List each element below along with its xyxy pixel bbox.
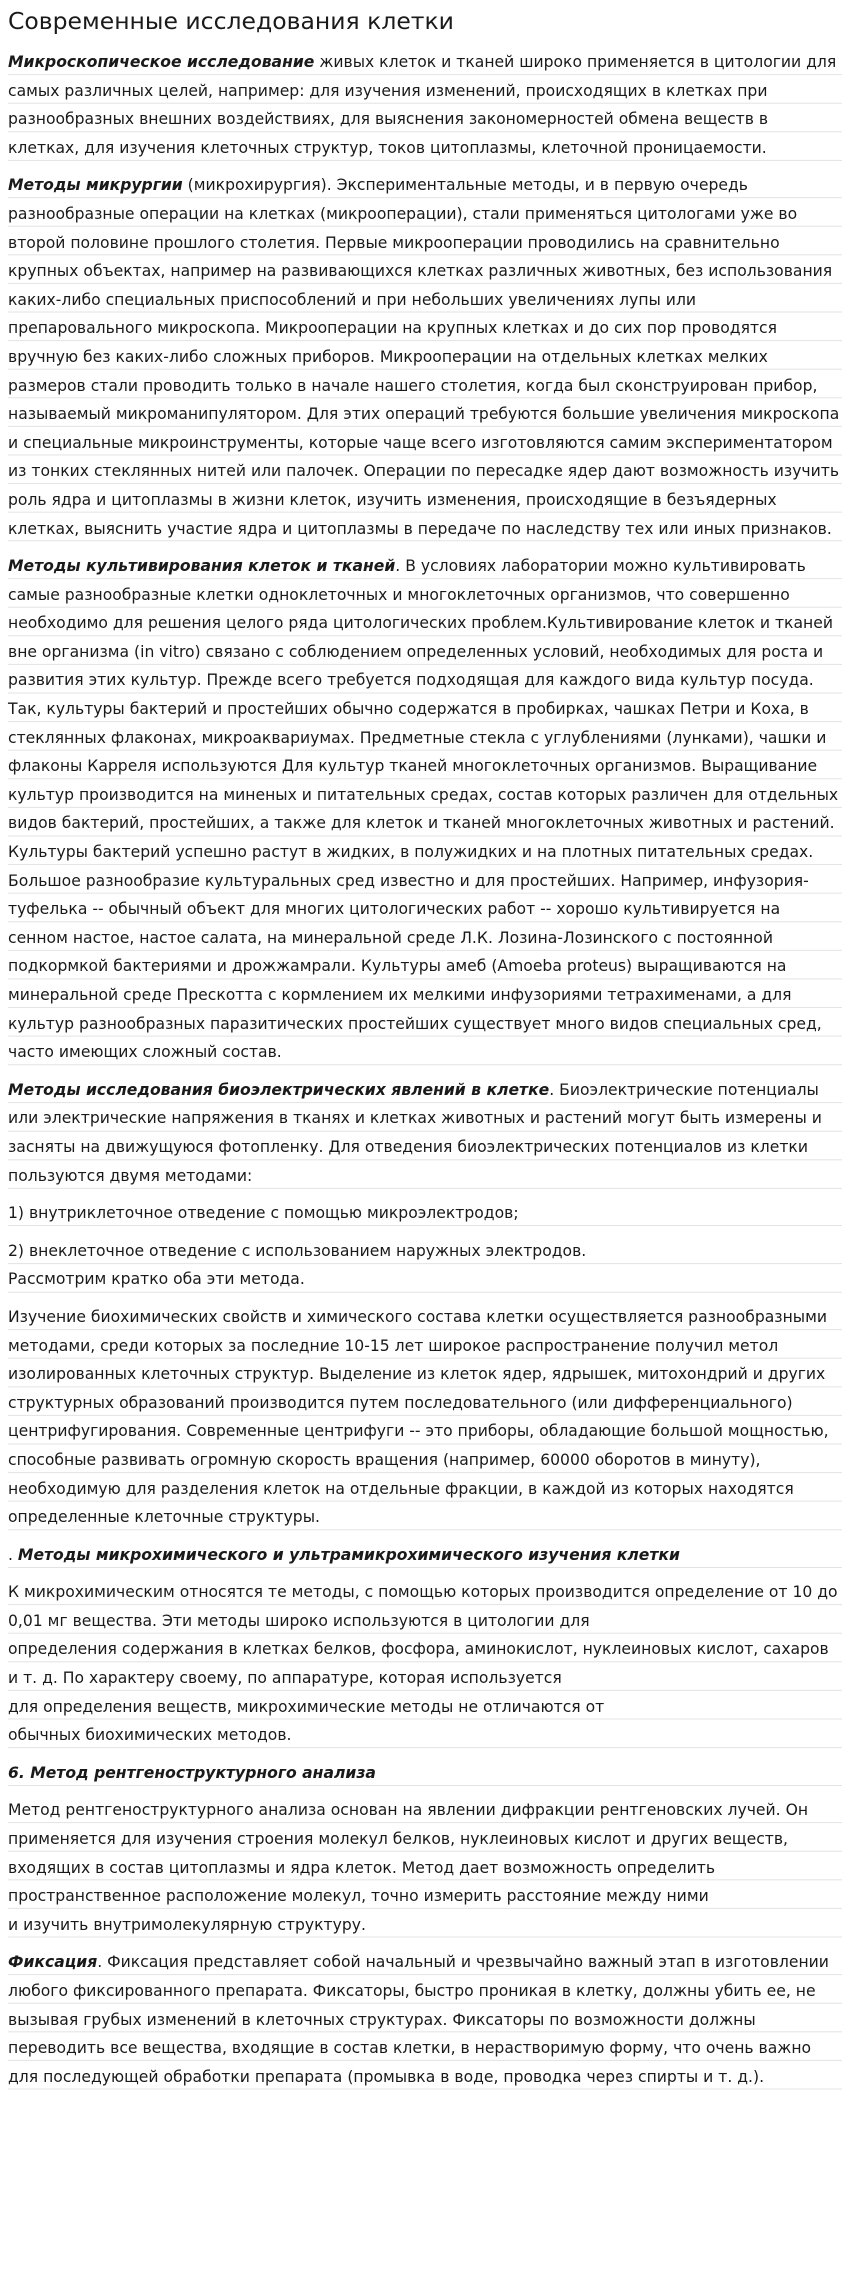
term-microscopy: Микроскопическое исследование <box>8 53 315 71</box>
term-microsurgery: Методы микрургии <box>8 176 183 195</box>
list-item-text: 2) внеклеточное отведение с использованием наружных электродов. <box>8 1241 587 1260</box>
term-xray: 6. Метод рентгеноструктурного анализа <box>8 1763 376 1782</box>
paragraph-text: . В условиях лаборатории можно культивировать самые разнообразные клетки одноклеточных и многоклеточных организмов, что совершенно необходимо для решения целого ряда цитологических проблем.Культивирование клеток и тканей вне организма (in vitro) связано с соблюдением определенных условий, необходимых для роста и развития этих культур. Прежде всего требуется подходящая для каждого вида культур посуда. Так, культуры бактерий и простейших обычно содержатся в пробирках, чашках Петри и Коха, в стеклянных флаконах, микроаквариумах. Предметные стекла с углублениями (лунками), чашки и флаконы Карреля используются Для культур тканей многоклеточных организмов. Выращивание культур производится на миненых и питательных средах, состав которых различен для отдельных видов бактерий, простейших, а также для клеток и тканей многоклеточных животных и растений. Культуры бактерий успешно растут в жидких, в полужидких и на плотных питательных средах. Большое разнообразие культуральных сред известно и для простейших. Например, инфузория-туфелька -- обычный объект для многих цитологических работ -- хорошо культивируется на сенном настое, настое салата, на минеральной среде Л.К. Лозина-Лозинского с постоянной подкормкой бактериями и дрожжамрали. Культуры амеб (Amoeba proteus) выращиваются на минеральной среде Прескотта с кормлением их мелкими инфузориями тетрахименами, а для культур разнообразных паразитических простейших существует много видов специальных сред, часто имеющих сложный состав. <box>8 557 839 1062</box>
paragraph-text: . Фиксация представляет собой начальный и чрезвычайно важный этап в изготовлении любого фиксированного препарата. Фиксаторы, быстро проникая в клетку, должны убить ее, не вызывая грубых изменений в клеточных структурах. Фиксаторы по возможности должны переводить все вещества, входящие в состав клетки, в нерастворимую форму, что очень важно для последующей обработки препарата (промывка в воде, проводка через спирты и т. д.). <box>8 1953 829 2086</box>
paragraph-line: обычных биохимических методов. <box>8 1726 292 1745</box>
paragraph-fixation <box>8 1948 842 2091</box>
paragraph-line: для определения веществ, микрохимические методы не отличаются от <box>8 1697 605 1716</box>
paragraph-biochemical: Изучение биохимических свойств и химического состава клетки осуществляется разнообразными методами, среди которых за последние 10-15 лет широкое распространение получил метол изолированных клеточных структур. Выделение из клеток ядер, ядрышек, митохондрий и других структурных образований производится путем последовательного (или дифференциального) центрифугирования. Современные центрифуги -- это приборы, обладающие большой мощностью, способные развивать огромную скорость вращения (например, 60000 оборотов в минуту), необходимую для разделения клеток на отдельные фракции, в каждой из которых находятся определенные клеточные структуры. <box>8 1303 842 1532</box>
paragraph-line: определения содержания в клетках белков, фосфора, аминокислот, нуклеиновых кислот, сахаров и т. д. По характеру своему, по аппаратуре, которая используется <box>8 1640 829 1688</box>
list-item-note: Рассмотрим кратко оба эти метода. <box>8 1270 305 1289</box>
heading-microchemical <box>8 1541 842 1570</box>
paragraph-text: Метод рентгеноструктурного анализа основан на явлении дифракции рентгеновских лучей. Он применяется для изучения строения молекул белков, нуклеиновых кислот и других веществ, входящих в состав цитоплазмы и ядра клеток. Метод дает возможность определить пространственное расположение молекул, точно измерить расстояние между ними <box>8 1801 809 1906</box>
term-cultivation: Методы культивирования клеток и тканей <box>8 557 396 576</box>
paragraph-text: живых клеток и тканей широко применяется в цитологии для самых различных целей, например: для изучения изменений, происходящих в клетках при разнообразных внешних воздействиях, для выяснения закономерностей обмена веществ в клетках, для изучения клеточных структур, токов цитоплазмы, клеточной проницаемости. <box>8 53 837 157</box>
paragraph-microchemical <box>8 1578 842 1750</box>
paragraph-bioelectric <box>8 1076 842 1190</box>
heading-prefix: . <box>8 1545 18 1564</box>
paragraph-xray <box>8 1796 842 1939</box>
term-bioelectric: Методы исследования биоэлектрических явлений в клетке <box>8 1080 550 1099</box>
paragraph-line: и изучить внутримолекулярную структуру. <box>8 1915 366 1934</box>
page-title: Современные исследования клетки <box>8 7 454 35</box>
paragraph-microsurgery <box>8 171 842 543</box>
paragraph-line: К микрохимическим относятся те методы, с помощью которых производится определение от 10 до 0,01 мг вещества. Эти методы широко используются в цитологии для <box>8 1583 838 1630</box>
paragraph-text: (микрохирургия). Экспериментальные методы, и в первую очередь разнообразные операции на клетках (микрооперации), стали применяться цитологами уже во второй половине прошлого столетия. Первые микрооперации проводились на сравнительно крупных объектах, например на развивающихся клетках различных животных, без использования каких-либо специальных приспособлений и при небольших увеличениях лупы или препаровального микроскопа. Микрооперации на крупных клетках и до сих пор проводятся вручную без каких-либо сложных приборов. Микрооперации на отдельных клетках мелких размеров стали проводить только в начале нашего столетия, когда был сконструирован прибор, называемый микроманипулятором. Для этих операций требуются большие увеличения микроскопа и специальные микроинструменты, которые чаще всего изготовляются самим экспериментатором из тонких стеклянных нитей или палочек. Операции по пересадке ядер дают возможность изучить роль ядра и цитоплазмы в жизни клеток, изучить изменения, происходящие в безъядерных клетках, выяснить участие ядра и цитоплазмы в передаче по наследству тех или иных признаков. <box>8 176 840 538</box>
paragraph-microscopy <box>8 48 842 162</box>
list-item-intracellular: 1) внутриклеточное отведение с помощью микроэлектродов; <box>8 1199 842 1228</box>
paragraph-cultivation <box>8 552 842 1067</box>
heading-xray <box>8 1759 842 1788</box>
list-item-extracellular <box>8 1237 842 1294</box>
paragraph-text: . Биоэлектрические потенциалы или электрические напряжения в тканях и клетках животных и растений могут быть измерены и засняты на движущуюся фотопленку. Для отведения биоэлектрических потенциалов из клетки пользуются двумя методами: <box>8 1080 822 1185</box>
term-fixation: Фиксация <box>8 1953 98 1972</box>
term-microchemical: Методы микрохимического и ультрамикрохимического изучения клетки <box>17 1545 680 1564</box>
